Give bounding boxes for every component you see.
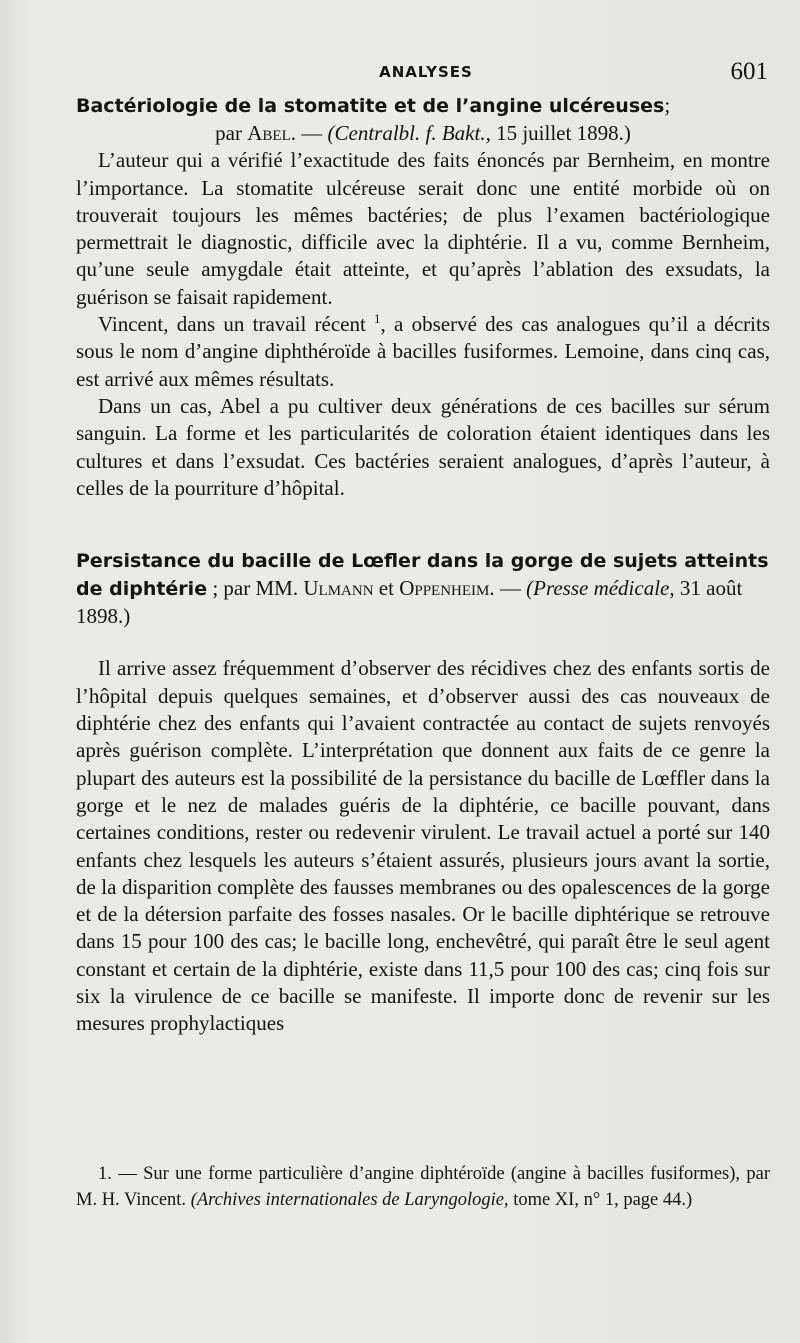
article-1-paragraph-3: Dans un cas, Abel a pu cultiver deux générations de ces bacilles sur sérum sanguin. La forme et les particularités de coloration étaient identiques dans les cultures et dans l’exsudat. Ces bactéries seraient analogues, d’après l’auteur, à celles de la pourriture d’hôpital. [76,393,770,500]
article-1-attribution [76,120,770,147]
spacer [76,630,770,655]
article-2-source: (Presse médicale, [526,576,675,601]
article-1-by: par [215,121,242,145]
footnote-end: tome XI, n° 1, page 44.) [513,1190,693,1210]
footnote-text [76,1161,770,1213]
page-body [76,92,770,1038]
article-1-source: (Centralbl. f. Bakt., [327,121,491,145]
article-1-title-end: ; [664,93,671,117]
article-2-dash: . — [489,576,521,601]
article-2-author-1: Ulmann [303,576,374,601]
article-1-paragraph-1: L’auteur qui a vérifié l’exactitude des faits énoncés par Bernheim, en montre l’importance. La stomatite ulcéreuse serait donc une entité morbide où on trouverait toujours les mêmes bactéries; de plus l’examen bactériologique permettrait le diagnostic, difficile avec la diphtérie. Il a vu, comme Bernheim, qu’une seule amygdale était atteinte, et qu’après l’ablation des exsudats, la guérison se faisait rapidement. [76,148,770,309]
article-2-author-2: Oppenheim [399,576,490,601]
article-1-author: Abel [247,121,291,145]
footnote-ref[interactable]: 1 [374,311,381,327]
article-2-heading [76,547,770,630]
article-2-authors-prefix: MM. [255,576,299,601]
running-head [0,58,800,88]
footnote [76,1161,770,1213]
article-1-paragraph-2 [76,311,770,393]
article-2-paragraph: Il arrive assez fréquemment d’observer des récidives chez des enfants sortis de l’hôpital depuis quelques semaines, et d’observer aussi des cas nouveaux de diphtérie chez des enfants qui l’avaient contractée au contact de sujets renvoyés après guérison complète. L’interprétation que donnent aux faits de ce genre la plupart des auteurs est la possibilité de la persistance du bacille de Lœffler dans la gorge et le nez de malades guéris de la diphtérie, ce bacille pouvant, dans certaines conditions, rester ou redevenir virulent. Le travail actuel a porté sur 140 enfants chez lesquels les auteurs s’étaient assurés, plusieurs jours avant la sortie, de la disparition complète des fausses membranes ou des opalescences de la gorge et de la détersion parfaite des fosses nasales. Or le bacille diphtérique se retrouve dans 15 pour 100 des cas; le bacille long, enchevêtré, qui paraît être le seul agent constant et certain de la diphtérie, existe dans 11,5 pour 100 des cas; cinq fois sur six la virulence de ce bacille se manifeste. Il importe donc de revenir sur les mesures prophylactiques [76,656,770,1036]
article-1-p2-before: Vincent, dans un travail récent [98,312,366,337]
footnote-journal: (Archives internationales de Laryngologie, [190,1190,509,1210]
article-1-sep: . — [290,121,323,145]
article-2-title-sep: ; par [207,576,251,601]
footnote-body: Sur une forme particulière d’angine diphtéroïde (angine à bacilles fusiformes), par M. H. Vincent. [76,1164,770,1210]
footnote-marker: 1. — [98,1164,137,1184]
article-1-p2-after: , a observé des cas analogues qu’il a décrits sous le nom d’angine diphthéroïde à bacilles fusiformes. Lemoine, dans cinq cas, est arrivé aux mêmes résultats. [76,312,770,391]
page-number: 601 [730,58,768,85]
article-1-heading [76,92,770,147]
article-2-date: 31 août 1898.) [76,576,743,629]
running-title: ANALYSES [379,63,473,81]
article-2-and: et [378,576,394,601]
article-1-date: 15 juillet 1898.) [496,121,631,145]
article-1-title: Bactériologie de la stomatite et de l’angine ulcéreuses [76,95,665,117]
article-2-title: Persistance du bacille de Lœfler dans la gorge de sujets atteints de diphtérie [76,550,769,601]
